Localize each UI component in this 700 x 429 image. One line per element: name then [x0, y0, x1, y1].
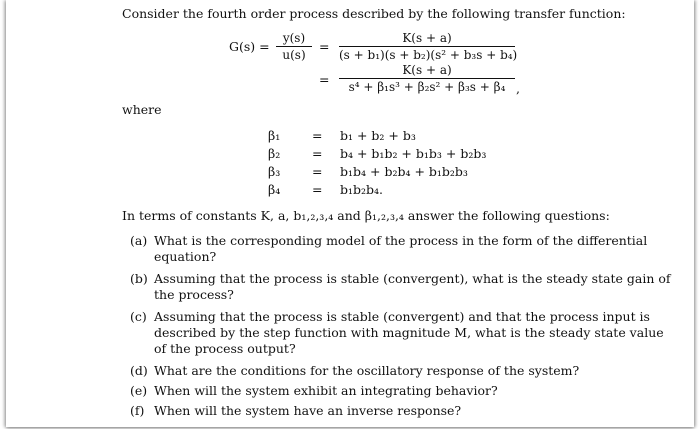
beta-equals: = — [312, 128, 323, 143]
document-page — [6, 0, 694, 427]
trailing-comma: , — [516, 81, 520, 96]
beta-lhs: β₃ — [268, 164, 281, 179]
beta-rhs: b₄ + b₁b₂ + b₁b₃ + b₂b₃ — [340, 146, 487, 161]
question-a-line1: What is the corresponding model of the process in the form of the differential — [154, 233, 648, 248]
question-intro: In terms of constants K, a, b₁,₂,₃,₄ and β₁,₂,₃,₄ answer the following questions: — [122, 208, 610, 223]
question-c-line2: described by the step function with magnitude M, what is the steady state value — [154, 325, 664, 340]
question-b-line1: Assuming that the process is stable (convergent), what is the steady state gain of — [154, 271, 671, 286]
equation-lhs: G(s) = — [229, 39, 270, 54]
beta-rhs: b₁b₄ + b₂b₄ + b₁b₂b₃ — [340, 164, 468, 179]
fraction-numerator: K(s + a) — [402, 31, 452, 45]
question-label-e: (e) — [130, 383, 148, 398]
question-label-f: (f) — [130, 403, 145, 418]
question-f-line1: When will the system have an inverse response? — [154, 403, 462, 418]
question-c-line3: of the process output? — [154, 341, 296, 356]
question-b-line2: the process? — [154, 287, 234, 302]
fraction-numerator: K(s + a) — [402, 63, 452, 77]
fraction-denominator: s⁴ + β₁s³ + β₂s² + β₃s + β₄ — [348, 80, 506, 94]
question-a-line2: equation? — [154, 249, 217, 264]
fraction-numerator: y(s) — [282, 31, 306, 45]
question-label-d: (d) — [130, 363, 148, 378]
beta-lhs: β₄ — [268, 182, 281, 197]
fraction-factored-form — [339, 31, 518, 62]
beta-equals: = — [312, 146, 323, 161]
beta-rhs: b₁b₂b₄. — [340, 182, 384, 197]
question-c-line1: Assuming that the process is stable (convergent) and that the process input is — [154, 309, 650, 324]
beta-lhs: β₂ — [268, 146, 281, 161]
question-label-c: (c) — [130, 309, 147, 324]
fraction-denominator: u(s) — [282, 48, 306, 62]
beta-lhs: β₁ — [268, 128, 281, 143]
beta-rhs: b₁ + b₂ + b₃ — [340, 128, 416, 143]
equals-sign: = — [319, 72, 330, 87]
equals-sign: = — [319, 39, 330, 54]
beta-equals: = — [312, 182, 323, 197]
intro-text: Consider the fourth order process described by the following transfer function: — [122, 6, 626, 21]
question-d-line1: What are the conditions for the oscillatory response of the system? — [154, 363, 580, 378]
question-label-a: (a) — [130, 233, 148, 248]
question-e-line1: When will the system exhibit an integrating behavior? — [154, 383, 498, 398]
question-label-b: (b) — [130, 271, 148, 286]
fraction-polynomial-form — [339, 63, 515, 94]
beta-equals: = — [312, 164, 323, 179]
where-label: where — [122, 102, 162, 117]
fraction-y-over-u — [276, 31, 312, 62]
fraction-denominator: (s + b₁)(s + b₂)(s² + b₃s + b₄) — [339, 48, 518, 62]
